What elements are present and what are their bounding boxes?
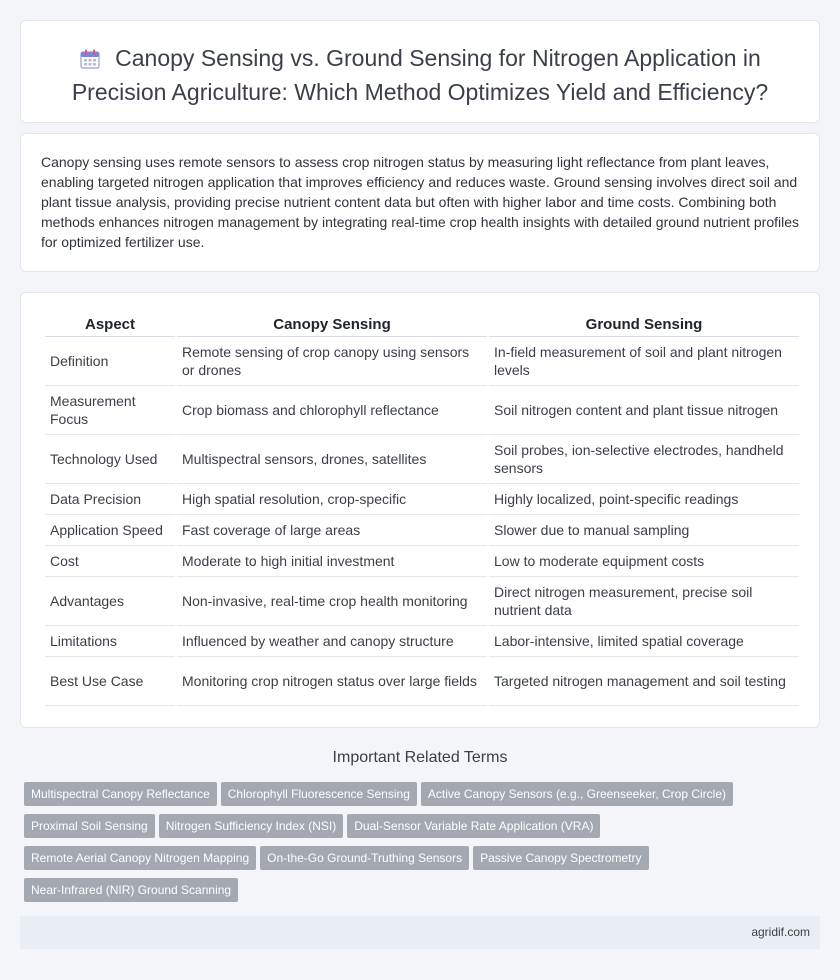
canopy-cell: Crop biomass and chlorophyll reflectance — [177, 386, 487, 435]
intro-card — [20, 133, 820, 272]
comparison-table-card — [20, 292, 820, 728]
canopy-cell: Fast coverage of large areas — [177, 515, 487, 546]
term-tag[interactable]: Passive Canopy Spectrometry — [473, 846, 648, 870]
column-header-canopy: Canopy Sensing — [177, 309, 487, 337]
table-row — [45, 515, 799, 546]
term-tag[interactable]: On-the-Go Ground-Truthing Sensors — [260, 846, 469, 870]
table-row — [45, 484, 799, 515]
canopy-cell: Monitoring crop nitrogen status over large fields — [177, 657, 487, 706]
intro-paragraph: Canopy sensing uses remote sensors to assess crop nitrogen status by measuring light reflectance from plant leaves, enabling targeted nitrogen application that improves efficiency and reduces waste. Ground sensing involves direct soil and plant tissue analysis, providing precise nutrient content data but often with higher labor and time costs. Combining both methods enhances nitrogen management by integrating real-time crop health insights with detailed ground nutrient profiles for optimized fertilizer use. — [41, 154, 800, 250]
table-row — [45, 386, 799, 435]
aspect-cell: Technology Used — [45, 435, 175, 484]
canopy-cell: Moderate to high initial investment — [177, 546, 487, 577]
ground-cell: Slower due to manual sampling — [489, 515, 799, 546]
table-row — [45, 577, 799, 626]
canopy-cell: Non-invasive, real-time crop health monitoring — [177, 577, 487, 626]
canopy-cell: Multispectral sensors, drones, satellites — [177, 435, 487, 484]
aspect-cell: Best Use Case — [45, 657, 175, 706]
footer — [20, 916, 820, 949]
title-card — [20, 20, 820, 123]
canopy-cell: Influenced by weather and canopy structure — [177, 626, 487, 657]
term-tag[interactable]: Chlorophyll Fluorescence Sensing — [221, 782, 417, 806]
term-tag[interactable]: Dual-Sensor Variable Rate Application (VRA) — [347, 814, 600, 838]
footer-site-link[interactable]: agridif.com — [751, 925, 810, 939]
table-row — [45, 626, 799, 657]
comparison-table — [43, 309, 801, 706]
ground-cell: Direct nitrogen measurement, precise soil nutrient data — [489, 577, 799, 626]
aspect-cell: Definition — [45, 337, 175, 386]
table-row — [45, 337, 799, 386]
title-text: Canopy Sensing vs. Ground Sensing for Nitrogen Application in Precision Agriculture: Which Method Optimizes Yield and Efficiency? — [71, 45, 769, 105]
ground-cell: In-field measurement of soil and plant nitrogen levels — [489, 337, 799, 386]
aspect-cell: Application Speed — [45, 515, 175, 546]
canopy-cell: High spatial resolution, crop-specific — [177, 484, 487, 515]
canopy-cell: Remote sensing of crop canopy using sensors or drones — [177, 337, 487, 386]
aspect-cell: Advantages — [45, 577, 175, 626]
related-terms-list — [24, 782, 824, 910]
aspect-cell: Limitations — [45, 626, 175, 657]
page-title — [41, 43, 799, 107]
ground-cell: Targeted nitrogen management and soil testing — [489, 657, 799, 706]
calendar-icon — [79, 47, 101, 77]
aspect-cell: Measurement Focus — [45, 386, 175, 435]
term-tag[interactable]: Proximal Soil Sensing — [24, 814, 155, 838]
table-row — [45, 435, 799, 484]
term-tag[interactable]: Active Canopy Sensors (e.g., Greenseeker, Crop Circle) — [421, 782, 733, 806]
term-tag[interactable]: Near-Infrared (NIR) Ground Scanning — [24, 878, 238, 902]
term-tag[interactable]: Multispectral Canopy Reflectance — [24, 782, 217, 806]
ground-cell: Labor-intensive, limited spatial coverage — [489, 626, 799, 657]
aspect-cell: Cost — [45, 546, 175, 577]
table-header-row — [45, 309, 799, 337]
ground-cell: Low to moderate equipment costs — [489, 546, 799, 577]
aspect-cell: Data Precision — [45, 484, 175, 515]
term-tag[interactable]: Nitrogen Sufficiency Index (NSI) — [159, 814, 344, 838]
column-header-ground: Ground Sensing — [489, 309, 799, 337]
related-terms-heading: Important Related Terms — [332, 749, 508, 766]
table-row — [45, 546, 799, 577]
ground-cell: Soil nitrogen content and plant tissue nitrogen — [489, 386, 799, 435]
ground-cell: Soil probes, ion-selective electrodes, handheld sensors — [489, 435, 799, 484]
term-tag[interactable]: Remote Aerial Canopy Nitrogen Mapping — [24, 846, 256, 870]
ground-cell: Highly localized, point-specific readings — [489, 484, 799, 515]
column-header-aspect: Aspect — [45, 309, 175, 337]
table-row — [45, 657, 799, 706]
